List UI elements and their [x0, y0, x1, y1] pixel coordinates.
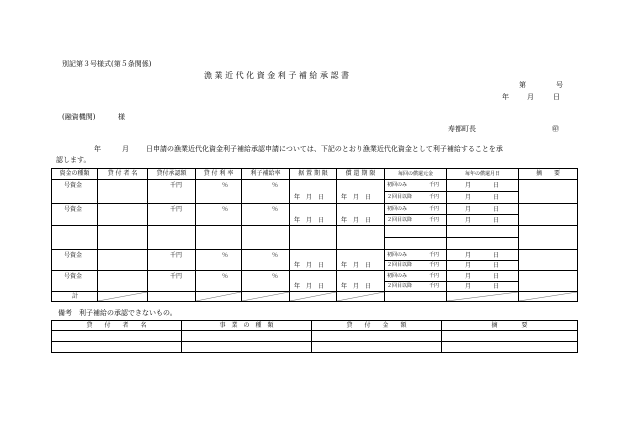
seal-mark: ㊞	[552, 125, 559, 133]
second-time-label: ２回目以降	[387, 217, 413, 223]
day-label: 日	[493, 283, 500, 290]
repay-date-cell	[447, 250, 519, 271]
table-row	[52, 180, 578, 204]
subsidy-cell	[242, 250, 290, 271]
remarks-cell	[519, 250, 578, 271]
lender-cell	[98, 250, 148, 271]
unit-thousand: 千円	[429, 283, 440, 289]
day-label: 日	[493, 206, 500, 213]
amount-cell	[148, 204, 196, 226]
date-day: 日	[553, 93, 560, 101]
diagonal-slash	[337, 292, 384, 301]
notes-label: 備考 利子補給の承認できないもの。	[58, 309, 177, 317]
body-month: 月	[122, 145, 129, 153]
unit-percent: ％	[222, 252, 229, 259]
table-row	[52, 250, 578, 271]
header-fund-type: 資金の種類	[52, 169, 98, 180]
body-line1: 日申請の漁業近代化資金利子補給承認申請については、下記のとおり漁業近代化資金として利子補給することを承	[146, 145, 503, 153]
first-time-label: 初回のみ	[387, 206, 408, 212]
unit-thousand: 千円	[429, 182, 440, 188]
diagonal-slash	[519, 292, 577, 301]
unit-thousand: 千円	[170, 182, 183, 189]
rate-cell	[196, 271, 242, 292]
repay-date-cell	[447, 271, 519, 292]
second-time-label: ２回目以降	[387, 262, 413, 268]
month-label: 月	[465, 283, 472, 290]
day-label: 日	[493, 194, 500, 201]
issuer-name: 寿都町長	[448, 125, 476, 133]
date-ymd: 年 月 日	[294, 262, 325, 269]
table-header-row	[52, 169, 578, 180]
diagonal-slash	[242, 292, 289, 301]
loan-table	[51, 168, 578, 302]
total-label-cell	[52, 292, 98, 302]
month-label: 月	[465, 262, 472, 269]
fund-type-cell	[52, 204, 98, 226]
total-deadline-cell	[337, 292, 385, 302]
deadline-cell	[337, 180, 385, 204]
unit-thousand: 千円	[429, 217, 440, 223]
day-label: 日	[493, 262, 500, 269]
unit-percent: ％	[272, 206, 279, 213]
month-label: 月	[465, 273, 472, 280]
second-time-label: ２回目以降	[387, 283, 413, 289]
day-label: 日	[493, 217, 500, 224]
unit-thousand: 千円	[429, 262, 440, 268]
unit-percent: ％	[222, 206, 229, 213]
date-ymd: 年 月 日	[341, 194, 372, 201]
total-principal-cell	[385, 292, 447, 302]
date-month: 月	[527, 93, 534, 101]
principal-cell	[385, 250, 447, 271]
table-row	[52, 271, 578, 292]
total-label: 計	[72, 293, 79, 300]
lender-cell	[98, 271, 148, 292]
first-time-label: 初回のみ	[387, 252, 408, 258]
subsidy-cell	[242, 180, 290, 204]
notes-header-row	[52, 321, 578, 331]
month-label: 月	[465, 252, 472, 259]
unit-thousand: 千円	[429, 252, 440, 258]
header-lender: 貸 付 者 名	[98, 169, 148, 180]
second-time-label: ２回目以降	[387, 194, 413, 200]
total-grace-cell	[290, 292, 337, 302]
day-label: 日	[493, 182, 500, 189]
fund-type-label: 号資金	[64, 206, 83, 213]
date-ymd: 年 月 日	[341, 262, 372, 269]
first-time-label: 初回のみ	[387, 182, 408, 188]
repay-date-cell	[447, 204, 519, 226]
deadline-cell	[337, 271, 385, 292]
table-row	[52, 204, 578, 226]
diagonal-slash	[290, 292, 336, 301]
remarks-cell	[519, 204, 578, 226]
date-ymd: 年 月 日	[341, 283, 372, 290]
grace-cell	[290, 180, 337, 204]
lender-cell	[98, 180, 148, 204]
principal-cell	[385, 204, 447, 226]
notes-header-lender: 貸 付 者 名	[52, 321, 182, 331]
unit-percent: ％	[272, 252, 279, 259]
total-rate-cell	[196, 292, 242, 302]
header-remarks: 摘 要	[519, 169, 578, 180]
unit-thousand: 千円	[429, 273, 440, 279]
unit-percent: ％	[222, 273, 229, 280]
total-row	[52, 292, 578, 302]
grace-cell	[290, 204, 337, 226]
amount-cell	[148, 180, 196, 204]
header-subsidy-rate: 利子補給率	[242, 169, 290, 180]
institution-label: (融資機関)	[62, 113, 96, 121]
table-row-empty	[52, 226, 578, 250]
day-label: 日	[493, 252, 500, 259]
header-repayment-deadline: 償 還 期 限	[337, 169, 385, 180]
diagonal-slash	[196, 292, 241, 301]
unit-thousand: 千円	[170, 206, 183, 213]
fund-type-cell	[52, 180, 98, 204]
lender-cell	[98, 204, 148, 226]
fund-type-label: 号資金	[64, 252, 83, 259]
date-year: 年	[502, 93, 509, 101]
notes-header-remarks: 摘 要	[442, 321, 578, 331]
rate-cell	[196, 250, 242, 271]
month-label: 月	[465, 194, 472, 201]
date-ymd: 年 月 日	[294, 283, 325, 290]
body-year: 年	[94, 145, 101, 153]
remarks-cell	[519, 180, 578, 204]
principal-cell	[385, 271, 447, 292]
diagonal-slash	[447, 292, 518, 301]
month-label: 月	[465, 217, 472, 224]
total-remarks-cell	[519, 292, 578, 302]
amount-cell	[148, 250, 196, 271]
fund-type-label: 号資金	[64, 273, 83, 280]
diagonal-slash	[98, 292, 147, 301]
grace-cell	[290, 250, 337, 271]
fund-type-cell	[52, 250, 98, 271]
unit-thousand: 千円	[170, 252, 183, 259]
document-title: 漁 業 近 代 化 資 金 利 子 補 給 承 認 書	[204, 71, 350, 80]
number-label: 第	[519, 81, 526, 89]
body-line2: 認します。	[56, 156, 91, 164]
total-lender-cell	[98, 292, 148, 302]
deadline-cell	[337, 250, 385, 271]
header-interest-rate: 貸 付 利 率	[196, 169, 242, 180]
total-amount-cell	[148, 292, 196, 302]
date-ymd: 年 月 日	[294, 217, 325, 224]
principal-cell	[385, 180, 447, 204]
header-principal-each: 毎回の償還元金	[385, 169, 447, 180]
first-time-label: 初回のみ	[387, 273, 408, 279]
deadline-cell	[337, 204, 385, 226]
honorific: 様	[118, 113, 125, 121]
rate-cell	[196, 180, 242, 204]
date-ymd: 年 月 日	[341, 217, 372, 224]
notes-header-amount: 貸 付 金 額	[312, 321, 442, 331]
number-suffix: 号	[556, 81, 563, 89]
subsidy-cell	[242, 204, 290, 226]
grace-cell	[290, 271, 337, 292]
remarks-cell	[519, 271, 578, 292]
amount-cell	[148, 271, 196, 292]
unit-percent: ％	[222, 182, 229, 189]
notes-table	[51, 320, 578, 353]
fund-type-label: 号資金	[64, 182, 83, 189]
repay-date-cell	[447, 180, 519, 204]
fund-type-cell	[52, 271, 98, 292]
notes-header-business: 事 業 の 種 類	[182, 321, 312, 331]
total-subsidy-cell	[242, 292, 290, 302]
rate-cell	[196, 204, 242, 226]
unit-percent: ％	[272, 273, 279, 280]
total-date-cell	[447, 292, 519, 302]
form-reference: 別記第３号様式(第５条関係)	[62, 60, 152, 68]
unit-thousand: 千円	[429, 206, 440, 212]
month-label: 月	[465, 206, 472, 213]
header-approved-amount: 貸付承認額	[148, 169, 196, 180]
unit-percent: ％	[272, 182, 279, 189]
unit-thousand: 千円	[170, 273, 183, 280]
header-grace-period: 据 置 期 限	[290, 169, 337, 180]
unit-thousand: 千円	[429, 194, 440, 200]
date-ymd: 年 月 日	[294, 194, 325, 201]
day-label: 日	[493, 273, 500, 280]
month-label: 月	[465, 182, 472, 189]
header-repayment-date: 毎年の償還月日	[447, 169, 519, 180]
subsidy-cell	[242, 271, 290, 292]
notes-row	[52, 342, 578, 353]
notes-row	[52, 331, 578, 342]
